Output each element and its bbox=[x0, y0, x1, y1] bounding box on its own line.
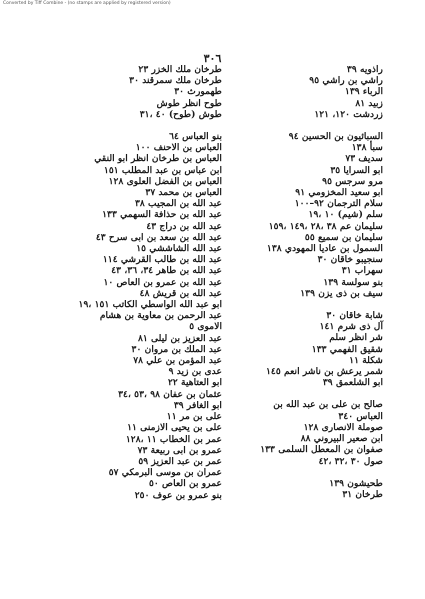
section-spacer bbox=[238, 467, 383, 478]
index-entry: راذويه ٣٩ bbox=[346, 64, 383, 75]
index-entry: عمران بن موسى البرمكي ٥٧ bbox=[108, 467, 222, 479]
index-entry: سليمان بن سميع ٥٥ bbox=[304, 231, 383, 243]
index-entry: ابن صعير البيروني ٨٨ bbox=[300, 433, 383, 445]
index-entry: العباس بن الفضل العلوى ١٢٨ bbox=[108, 175, 222, 187]
index-entry: بنو عمرو بن عوف ٢٥٠ bbox=[134, 489, 222, 501]
index-entry: بنو العباس ٦٤ bbox=[169, 131, 222, 143]
index-entry: على بن يحيى الازمنى ١١ bbox=[127, 422, 222, 434]
index-entry: عثمان بن عفان ٩٨ ،٥٣ ،٣٤ bbox=[118, 388, 222, 400]
index-entry: شكلة ١١ bbox=[349, 354, 383, 366]
index-entry: آل ذى شرم ١٤١ bbox=[319, 321, 383, 333]
index-entry: زبيد ٨١ bbox=[355, 97, 383, 109]
index-entry: العباس بن طرخان انظر ابو النقي bbox=[94, 153, 222, 165]
index-entry: زردشت ١٢٠، ١٢١ bbox=[314, 108, 383, 120]
index-entry: عبد الله الشاششي ١٥ bbox=[136, 243, 222, 255]
index-entry: راشي بن راشي ٩٥ bbox=[309, 75, 383, 87]
index-entry: عبد الله بن المجيب ٣٨ bbox=[134, 198, 222, 210]
index-entry: صوملة الانصارى ١٢٨ bbox=[303, 421, 383, 433]
index-entry: شمر يرعش بن ناشر انعم ١٤٥ bbox=[265, 366, 383, 378]
index-entry: الاموى ٥ bbox=[189, 321, 222, 333]
page-number: ٣٠٦ bbox=[203, 52, 222, 65]
index-entry: عبد الله بن حذافة السهمي ١٣٣ bbox=[102, 209, 222, 221]
index-entry: عبد المؤمن بن علي ٧٨ bbox=[133, 355, 222, 367]
index-entry: عمرو بن العاص ٥٠ bbox=[148, 478, 222, 490]
index-entry: عبد الله بن دراج ٤٣ bbox=[146, 220, 222, 232]
section-spacer bbox=[238, 120, 383, 131]
index-entry: طرخان ٣١ bbox=[342, 488, 383, 500]
section-spacer bbox=[102, 120, 222, 131]
index-entry: صفوان بن المعطل السلمى ١٣٣ bbox=[260, 444, 383, 456]
index-entry: عبد الملك بن مروان ٣٠ bbox=[131, 343, 222, 355]
index-entry: بنو سولسة ١٣٩ bbox=[323, 276, 383, 288]
index-entry: سيف بن ذى يزن ١٣٩ bbox=[300, 287, 383, 299]
index-entry: ابو الشلعمق ٣٩ bbox=[322, 377, 383, 389]
index-entry: صول ٣٠ ،٣٢ ،٤٢ bbox=[318, 455, 383, 467]
section-spacer bbox=[238, 299, 383, 310]
index-entry: سلام الترجمان ٩٢–١٠٠ bbox=[294, 198, 383, 210]
index-entry: طحيشون ١٣٩ bbox=[329, 477, 383, 489]
index-entry: سهراب ٣١ bbox=[341, 265, 383, 277]
index-column-left bbox=[78, 64, 222, 501]
index-entry: عدى بن زيد ٩ bbox=[168, 366, 222, 378]
index-entry: طوش (طوح) ٤٠ ،٣١ bbox=[139, 108, 222, 120]
index-entry: ابن عباس بن عبد المطلب ١٥١ bbox=[103, 164, 222, 176]
index-entry: سليمان عم ٣٨ ،٢٨ ،١٤٩ ،١٥٩ bbox=[268, 220, 383, 232]
index-entry: عبد الله بن طالب القرشي ١١٤ bbox=[102, 254, 222, 266]
index-entry: سنجيبو خاقان ٣٠ bbox=[317, 254, 383, 266]
index-entry: ابو سعيد المخزومي ٩١ bbox=[295, 187, 383, 199]
index-entry: العباس بن محمد ٣٧ bbox=[145, 187, 222, 199]
index-column-right bbox=[238, 64, 383, 500]
index-entry: ابو عبد الله الواسطي الكاتب ١٥١ ،١٩ bbox=[78, 299, 222, 311]
index-entry: ابو العتاهية ٢٢ bbox=[167, 377, 222, 389]
watermark-text: Converted by Tiff Combine - (no stamps are applied by registered version) bbox=[3, 1, 171, 6]
index-entry: على بن مر ١١ bbox=[166, 411, 222, 423]
index-entry: طوح انظر طوش bbox=[156, 97, 222, 109]
index-entry: عبد الله بن قريش ٤٨ bbox=[139, 287, 222, 299]
index-entry: طرخان ملك الخزر ٢٣ bbox=[138, 64, 222, 75]
index-entry: سديف ٧٣ bbox=[345, 153, 383, 165]
index-entry: العباس ٣٤٠ bbox=[338, 410, 383, 422]
index-entry: عمر بن الخطاب ١١ ،١٢٨ bbox=[125, 433, 222, 445]
index-entry: شر انظر سلم bbox=[329, 332, 383, 344]
index-entry: عبد الله بن طاهر ٣٤، ٣٦، ٤٣ bbox=[111, 265, 222, 277]
index-entry: الرباء ١٣٩ bbox=[344, 86, 383, 98]
index-entry: عبد العزيز بن ليلى ٨١ bbox=[137, 332, 222, 344]
index-entry: السبائيون بن الحسين ٩٤ bbox=[288, 131, 383, 143]
index-entry: سبأ ١٣٨ bbox=[351, 142, 383, 154]
index-entry: طرخان ملك سمرقند ٣٠ bbox=[129, 75, 222, 87]
index-entry: ابو الغافر ٣٩ bbox=[173, 399, 222, 411]
index-entry: عبد الله بن عمرو بن العاص ١٠ bbox=[103, 276, 222, 288]
index-entry: مرو سرجس ٩٥ bbox=[322, 175, 383, 187]
index-entry: شقيق الفهمي ١٣٣ bbox=[311, 343, 383, 355]
section-spacer bbox=[238, 388, 383, 399]
index-entry: السمول بن عاديا المهودي ١٣٨ bbox=[266, 243, 383, 255]
index-entry: عبد الرحمن بن معاوية بن هشام bbox=[99, 310, 222, 322]
index-entry: طهمورث ٣٠ bbox=[174, 86, 222, 98]
index-entry: عمرو بن ابى ربيعة ٧٣ bbox=[137, 444, 222, 456]
index-entry: شابة خاقان ٣٠ bbox=[326, 310, 383, 322]
index-entry: سلم (شيم) ١٠ ،١٩ bbox=[308, 209, 383, 221]
index-entry: عبد الله بن سعد بن ابى سرح ٤٣ bbox=[95, 231, 222, 243]
index-entry: صالح بن على بن عبد الله بن bbox=[273, 399, 383, 411]
index-entry: عمر بن عبد العزيز ٥٩ bbox=[138, 455, 222, 467]
index-entry: العباس بن الاحنف ١٠٠ bbox=[135, 142, 222, 154]
index-entry: ابو السرايا ٣٥ bbox=[330, 164, 383, 176]
